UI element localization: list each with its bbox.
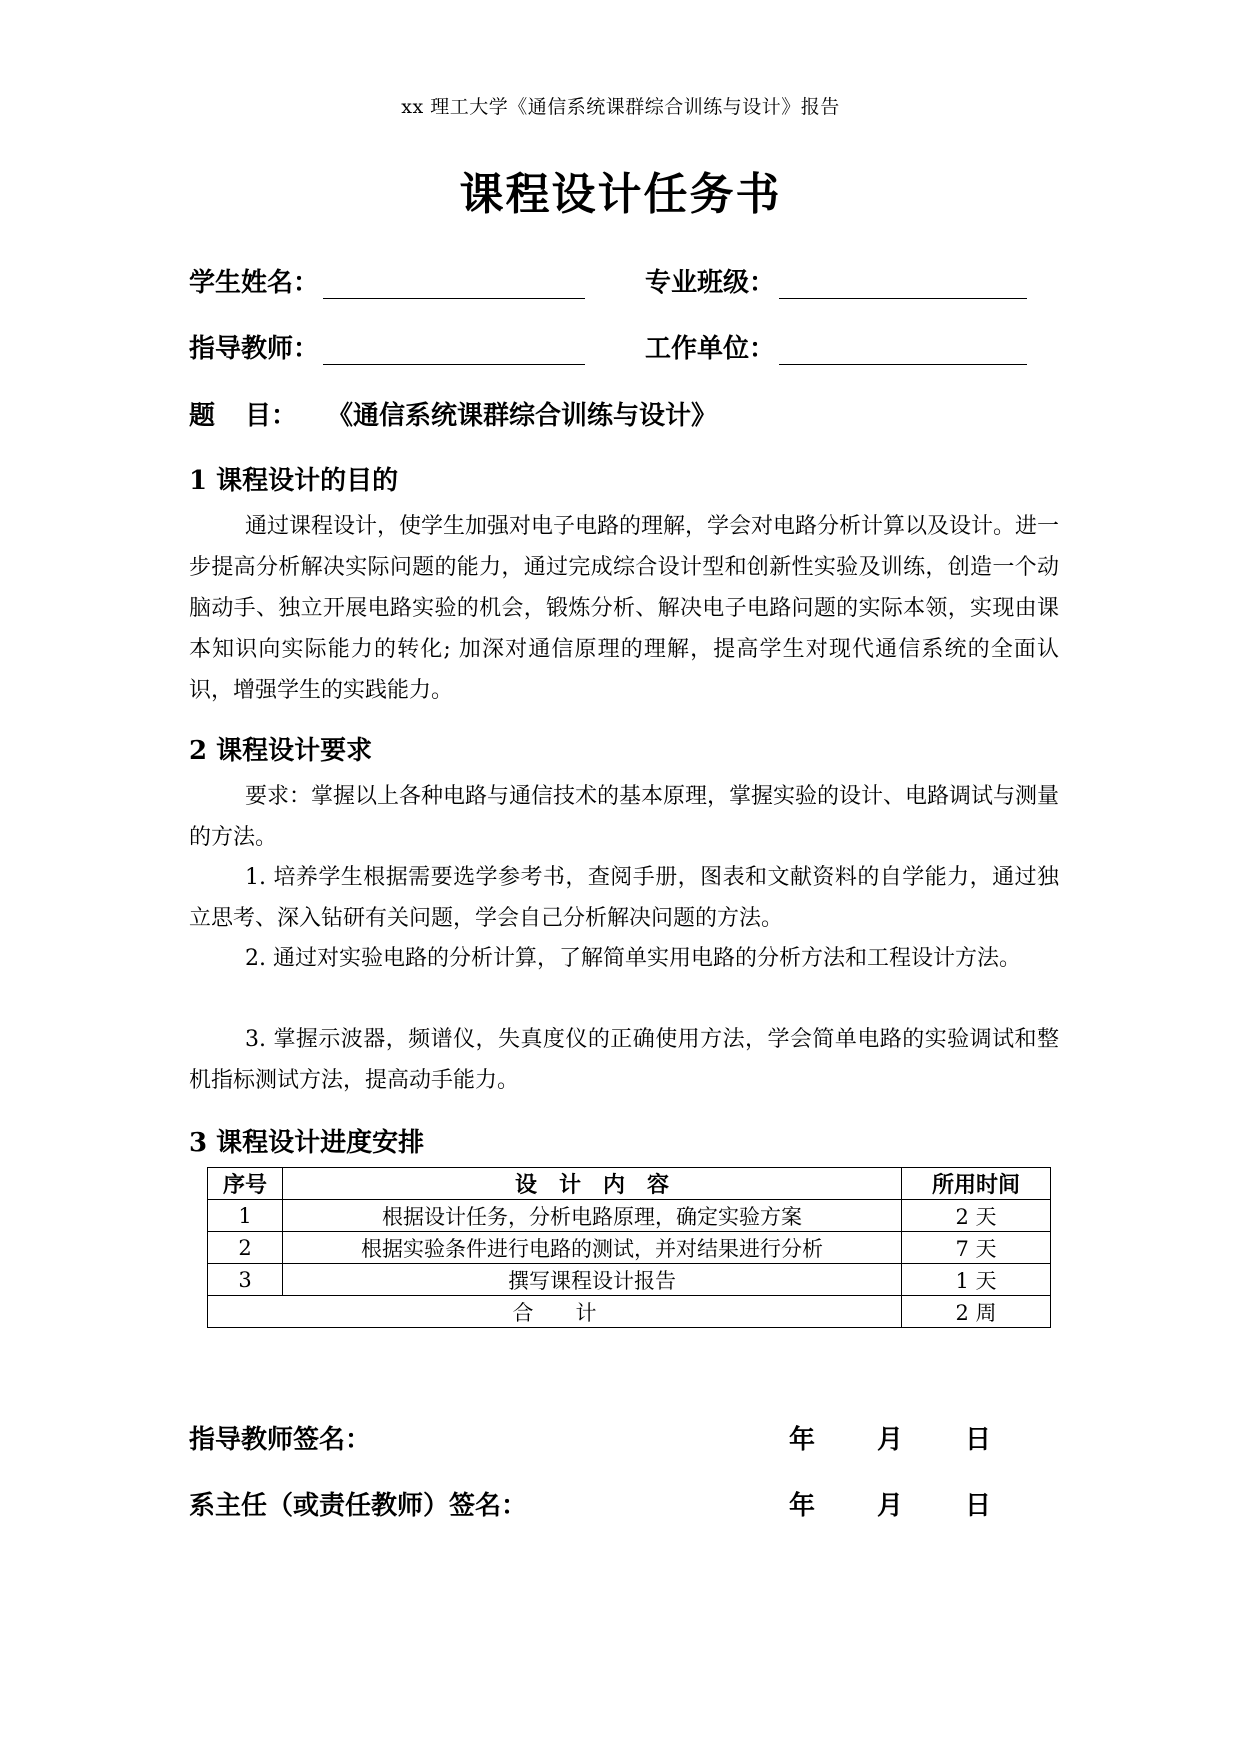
- row-time: 1 天: [902, 1264, 1051, 1296]
- work-unit-field: [645, 328, 1027, 365]
- section-3-heading: 3 课程设计进度安排: [189, 1128, 425, 1158]
- section-2-intro: 要求：掌握以上各种电路与通信技术的基本原理，掌握实验的设计、电路调试与测量的方法。: [189, 784, 1060, 850]
- row-time: 7 天: [902, 1232, 1051, 1264]
- field-row-2: [189, 328, 1049, 368]
- section-1-heading: 1 课程设计的目的: [189, 466, 399, 496]
- row-no: 2: [208, 1232, 283, 1264]
- year-label: 年: [789, 1491, 816, 1521]
- row-no: 1: [208, 1200, 283, 1232]
- section-2-heading: 2 课程设计要求: [189, 736, 373, 766]
- advisor-label: 指导教师：: [189, 334, 320, 364]
- row-time: 2 天: [902, 1200, 1051, 1232]
- advisor-field: [189, 328, 585, 365]
- advisor-sign-label: 指导教师签名：: [189, 1425, 372, 1455]
- section-2-item-1: 1. 培养学生根据需要选学参考书，查阅手册，图表和文献资料的自学能力，通过独立思考、深入钻研有关问题，学会自己分析解决问题的方法。: [189, 865, 1059, 931]
- year-label: 年: [789, 1425, 816, 1455]
- field-row-1: [189, 262, 1049, 302]
- section-2-item-2: 2. 通过对实验电路的分析计算，了解简单实用电路的分析方法和工程设计方法。: [245, 946, 1021, 971]
- topic-line: [189, 395, 717, 432]
- work-unit-blank: [779, 338, 1027, 365]
- total-label: 合 计: [208, 1296, 902, 1328]
- table-header-row: [208, 1168, 1051, 1200]
- day-label: 日: [965, 1491, 992, 1521]
- table-row: [208, 1232, 1051, 1264]
- director-sign-date: [789, 1485, 1053, 1522]
- section-1-body: 通过课程设计，使学生加强对电子电路的理解，学会对电路分析计算以及设计。进一步提高分析解决实际问题的能力，通过完成综合设计型和创新性实验及训练，创造一个动脑动手、独立开展电路实验的机会，锻炼分析、解决电子电路问题的实际本领，实现由课本知识向实际能力的转化; 加深对通信原理的理解，提高学生对现代通信系统的全面认识，增强学生的实践能力。: [189, 514, 1060, 703]
- work-unit-label: 工作单位：: [645, 334, 776, 364]
- topic-value: 《通信系统课群综合训练与设计》: [327, 401, 718, 431]
- advisor-blank: [323, 338, 585, 365]
- topic-label-a: 题: [189, 401, 216, 431]
- student-name-blank: [323, 272, 585, 299]
- page-header: xx 理工大学《通信系统课群综合训练与设计》报告: [401, 96, 840, 118]
- major-class-label: 专业班级：: [645, 268, 776, 298]
- section-2-item-3: 3. 掌握示波器，频谱仪，失真度仪的正确使用方法，学会简单电路的实验调试和整机指标测试方法，提高动手能力。: [189, 1027, 1059, 1093]
- topic-label-b: 目：: [245, 401, 298, 431]
- major-class-field: [645, 262, 1027, 299]
- row-no: 3: [208, 1264, 283, 1296]
- student-name-field: [189, 262, 585, 299]
- major-class-blank: [779, 272, 1027, 299]
- advisor-sign-date: [789, 1419, 1053, 1456]
- director-signature-row: [189, 1485, 1009, 1522]
- header-content: 设 计 内 容: [283, 1168, 902, 1200]
- day-label: 日: [965, 1425, 992, 1455]
- month-label: 月: [877, 1425, 904, 1455]
- table-row: [208, 1200, 1051, 1232]
- row-content: 根据实验条件进行电路的测试，并对结果进行分析: [283, 1232, 902, 1264]
- student-name-label: 学生姓名：: [189, 268, 320, 298]
- document-title: 课程设计任务书: [459, 169, 782, 220]
- table-total-row: [208, 1296, 1051, 1328]
- row-content: 根据设计任务，分析电路原理，确定实验方案: [283, 1200, 902, 1232]
- advisor-signature-row: [189, 1419, 1009, 1456]
- header-no: 序号: [208, 1168, 283, 1200]
- director-sign-label: 系主任（或责任教师）签名：: [189, 1491, 528, 1521]
- header-time: 所用时间: [902, 1168, 1051, 1200]
- table-row: [208, 1264, 1051, 1296]
- row-content: 撰写课程设计报告: [283, 1264, 902, 1296]
- month-label: 月: [877, 1491, 904, 1521]
- total-time: 2 周: [902, 1296, 1051, 1328]
- schedule-table: [207, 1167, 1051, 1328]
